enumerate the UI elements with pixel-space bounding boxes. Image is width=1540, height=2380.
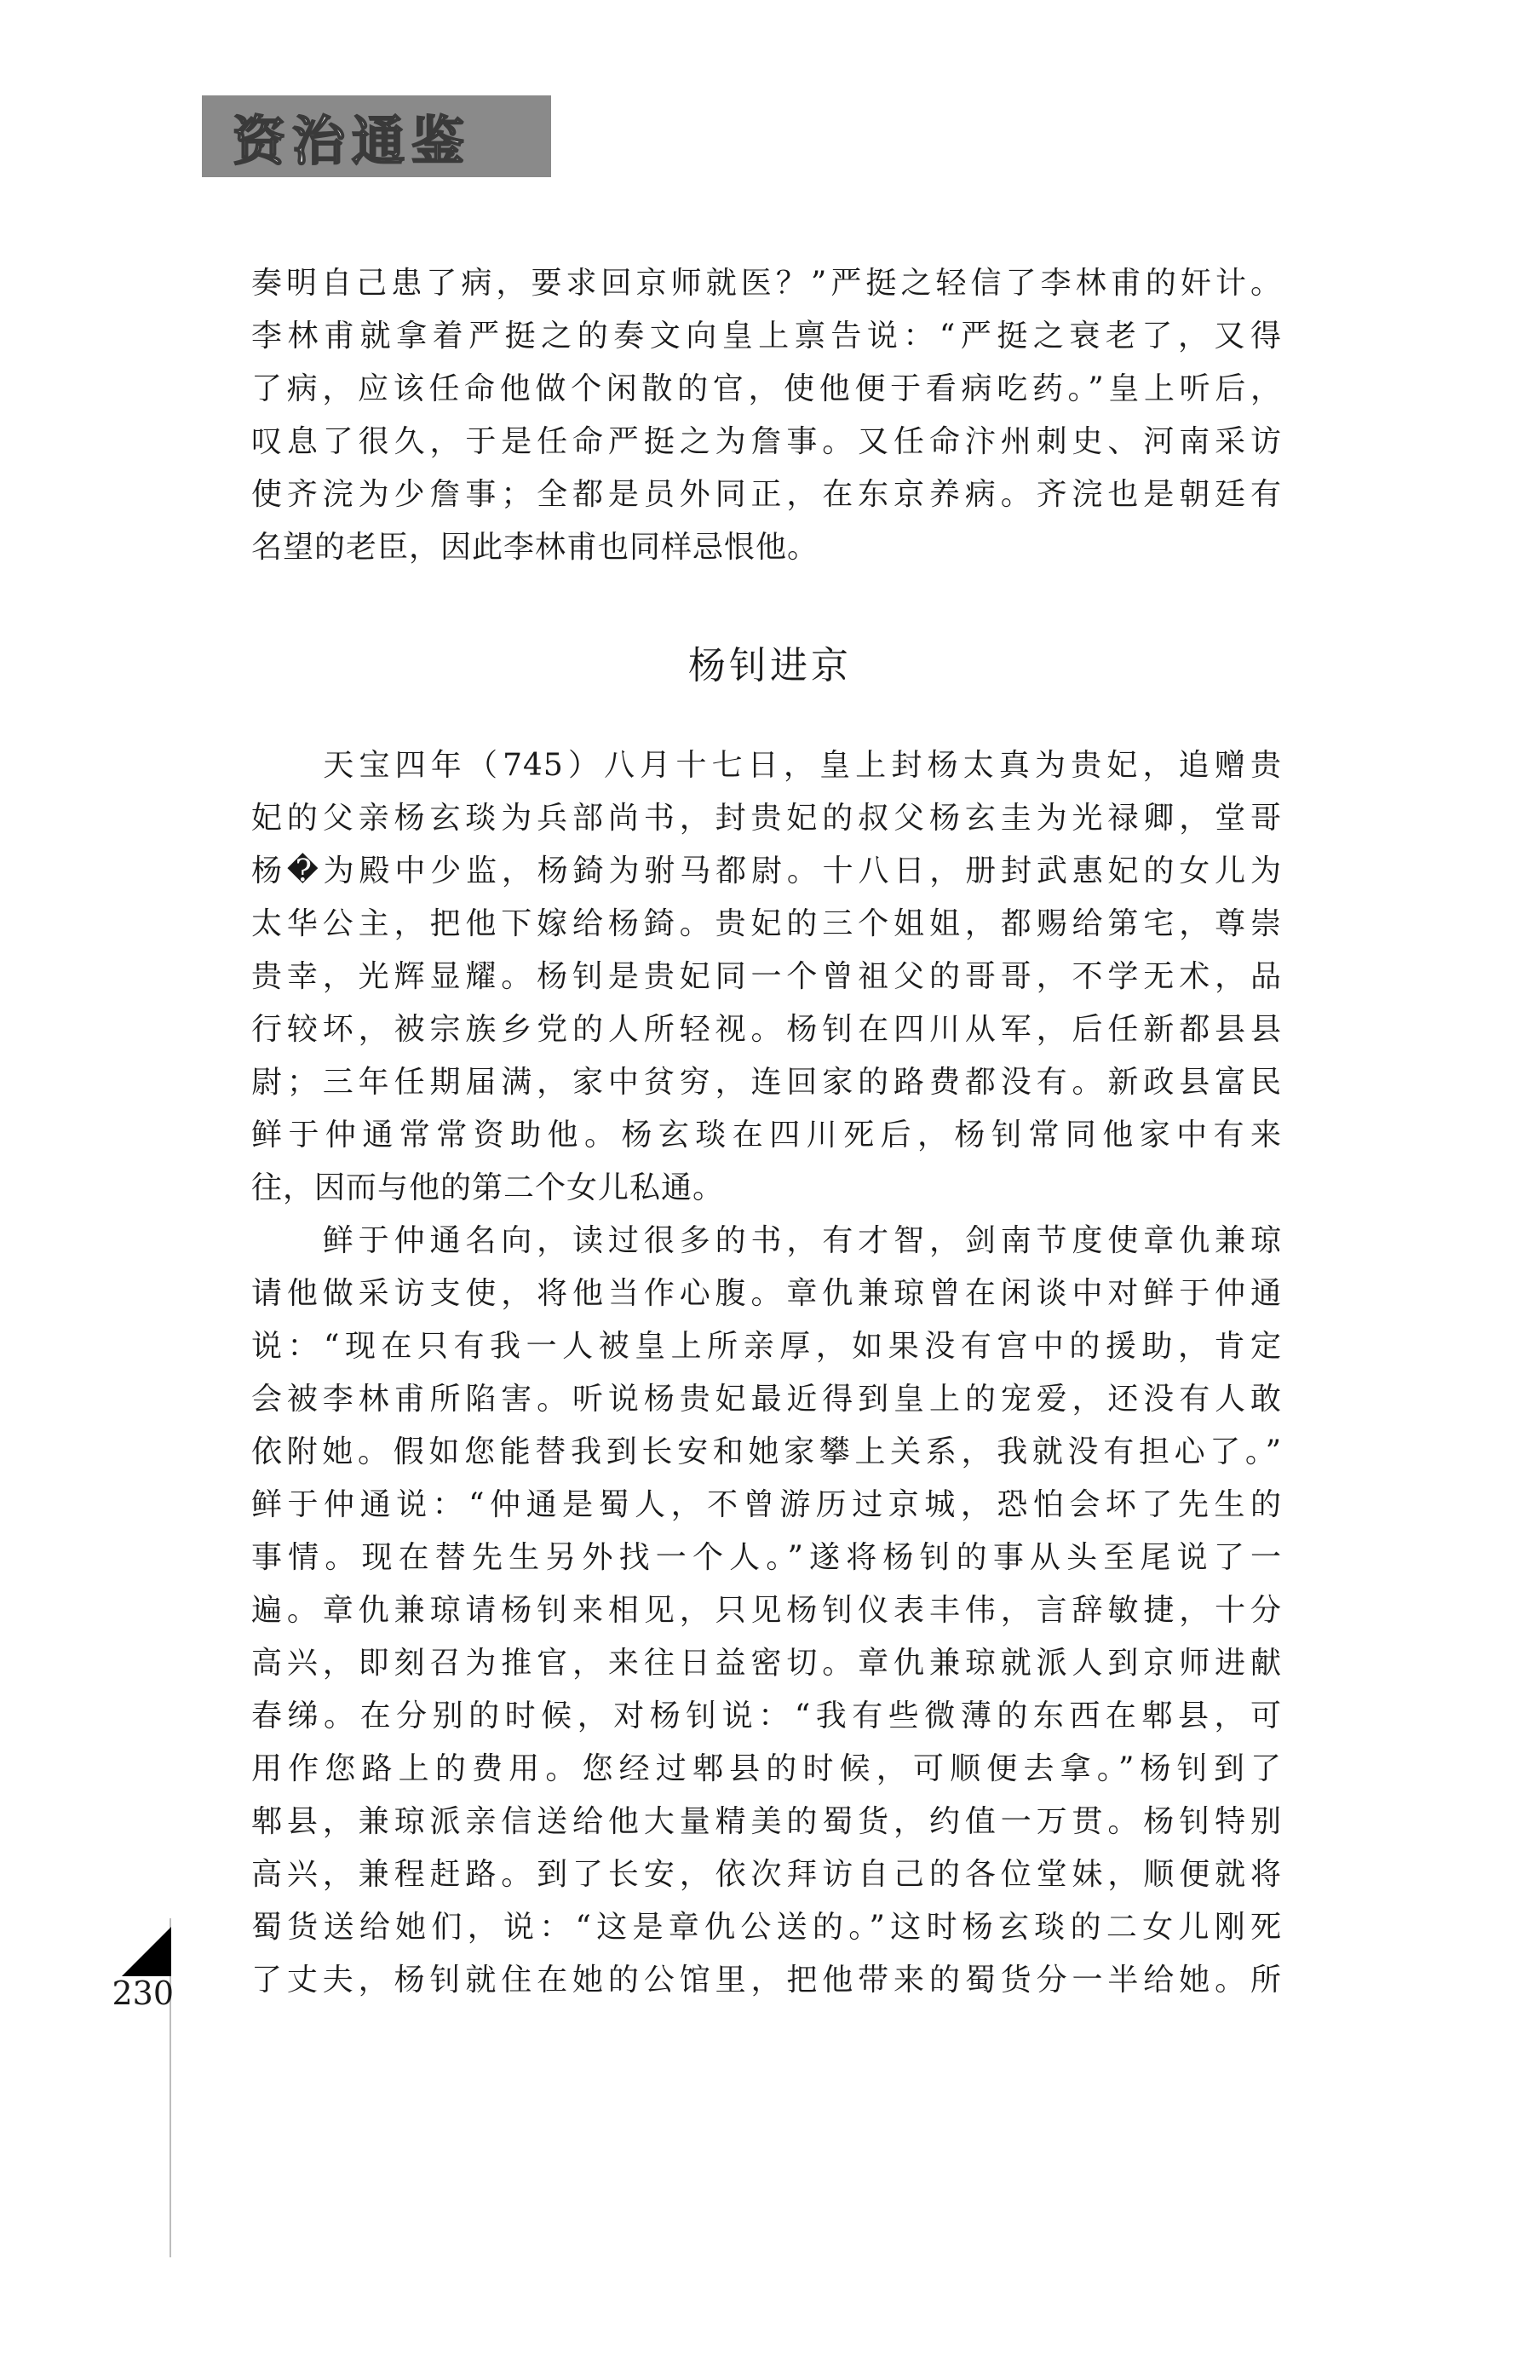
text-line: 妃的父亲杨玄琰为兵部尚书，封贵妃的叔父杨玄圭为光禄卿，堂哥 — [251, 801, 1282, 836]
book-title-banner — [202, 95, 551, 177]
text-line: 事情。现在替先生另外找一个人。”遂将杨钊的事从头至尾说了一 — [251, 1540, 1282, 1575]
text-line: 郫县，兼琼派亲信送给他大量精美的蜀货，约值一万贯。杨钊特别 — [251, 1804, 1282, 1839]
text-line: 往，因而与他的第二个女儿私通。 — [251, 1170, 725, 1205]
section-heading: 杨钊进京 — [688, 644, 852, 687]
text-line: 使齐浣为少詹事；全都是员外同正，在东京养病。齐浣也是朝廷有 — [251, 477, 1282, 512]
text-line: 鲜于仲通说：“仲通是蜀人，不曾游历过京城，恐怕会坏了先生的 — [251, 1487, 1282, 1522]
text-line: 蜀货送给她们，说：“这是章仇公送的。”这时杨玄琰的二女儿刚死 — [251, 1910, 1282, 1945]
text-line: 杨�为殿中少监，杨錡为驸马都尉。十八日，册封武惠妃的女儿为 — [251, 854, 1282, 888]
text-line: 鲜于仲通名向，读过很多的书，有才智，剑南节度使章仇兼琼 — [251, 1223, 1282, 1258]
text-line: 用作您路上的费用。您经过郫县的时候，可顺便去拿。”杨钊到了 — [251, 1751, 1282, 1786]
text-line: 名望的老臣，因此李林甫也同样忌恨他。 — [251, 530, 819, 565]
text-line: 高兴，兼程赶路。到了长安，依次拜访自己的各位堂妹，顺便就将 — [251, 1857, 1282, 1892]
text-line: 太华公主，把他下嫁给杨錡。贵妃的三个姐姐，都赐给第宅，尊崇 — [251, 906, 1282, 941]
text-line: 请他做采访支使，将他当作心腹。章仇兼琼曾在闲谈中对鲜于仲通 — [251, 1276, 1282, 1311]
text-line: 高兴，即刻召为推官，来往日益密切。章仇兼琼就派人到京师进献 — [251, 1646, 1282, 1681]
text-line: 尉；三年任期届满，家中贫穷，连回家的路费都没有。新政县富民 — [251, 1065, 1282, 1100]
section-paragraph-1 — [251, 739, 1282, 1215]
text-line: 依附她。假如您能替我到长安和她家攀上关系，我就没有担心了。” — [251, 1434, 1282, 1469]
text-line: 奏明自己患了病，要求回京师就医？”严挺之轻信了李林甫的奸计。 — [251, 266, 1282, 301]
text-line: 了病，应该任命他做个闲散的官，使他便于看病吃药。”皇上听后， — [251, 371, 1282, 406]
text-line: 遍。章仇兼琼请杨钊来相见，只见杨钊仪表丰伟，言辞敏捷，十分 — [251, 1593, 1282, 1628]
text-line: 鲜于仲通常常资助他。杨玄琰在四川死后，杨钊常同他家中有来 — [251, 1118, 1282, 1153]
text-line: 行较坏，被宗族乡党的人所轻视。杨钊在四川从军，后任新都县县 — [251, 1012, 1282, 1047]
section-paragraph-2 — [251, 1215, 1282, 2007]
page-corner-triangle-icon — [122, 1927, 171, 1976]
text-line: 叹息了很久，于是任命严挺之为詹事。又任命汴州刺史、河南采访 — [251, 424, 1282, 459]
text-line: 会被李林甫所陷害。听说杨贵妃最近得到皇上的宠爱，还没有人敢 — [251, 1382, 1282, 1417]
text-line: 说：“现在只有我一人被皇上所亲厚，如果没有宫中的援助，肯定 — [251, 1329, 1282, 1364]
text-line: 天宝四年（745）八月十七日，皇上封杨太真为贵妃，追赠贵 — [251, 748, 1282, 783]
book-title: 资治通鉴 — [233, 109, 472, 172]
page-number: 230 — [112, 1975, 174, 2012]
text-line: 贵幸，光辉显耀。杨钊是贵妃同一个曾祖父的哥哥，不学无术，品 — [251, 959, 1282, 994]
top-paragraph — [251, 257, 1282, 574]
text-line: 春绨。在分别的时候，对杨钊说：“我有些微薄的东西在郫县，可 — [251, 1699, 1282, 1733]
text-line: 了丈夫，杨钊就住在她的公馆里，把他带来的蜀货分一半给她。所 — [251, 1963, 1282, 1998]
text-line: 李林甫就拿着严挺之的奏文向皇上禀告说：“严挺之衰老了，又得 — [251, 319, 1282, 354]
